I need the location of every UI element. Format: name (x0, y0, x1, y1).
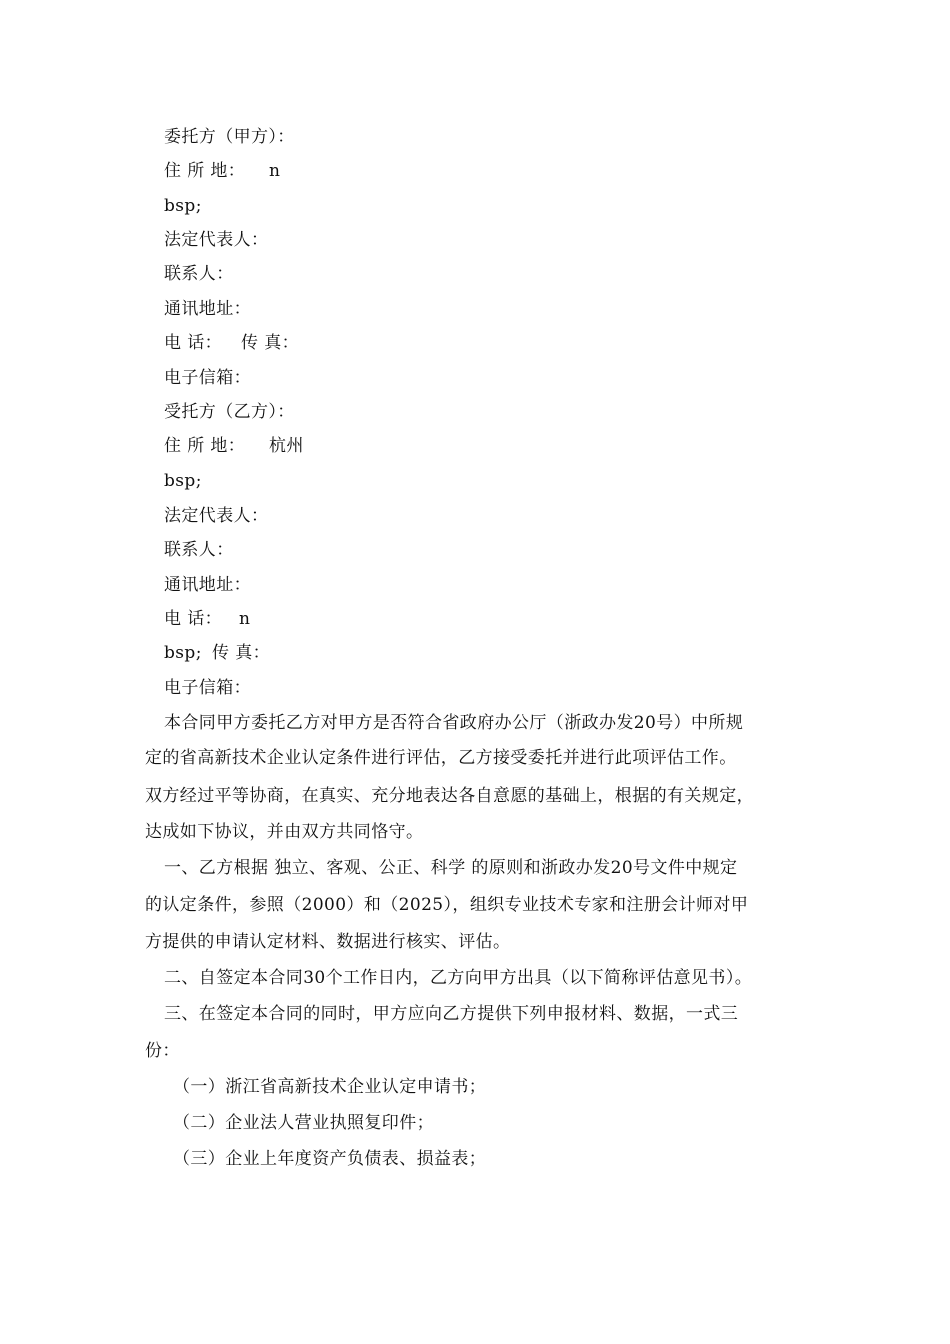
party-a-legal-rep: 法定代表人： (164, 230, 269, 250)
party-b-heading: 受托方（乙方）： (164, 402, 295, 422)
party-a-phone-label: 电 话： (164, 333, 223, 353)
party-b-email: 电子信箱： (164, 678, 251, 698)
clause-1-line: 一、乙方根据 独立、客观、公正、科学 的原则和浙政办发20号文件中规定 (164, 858, 738, 878)
party-b-legal-rep: 法定代表人： (164, 506, 269, 526)
clause-1-line: 的认定条件，参照（2000）和（2025），组织专业技术专家和注册会计师对甲 (145, 895, 749, 915)
party-a-email: 电子信箱： (164, 368, 251, 388)
preamble-line: 定的省高新技术企业认定条件进行评估，乙方接受委托并进行此项评估工作。 (145, 748, 737, 768)
preamble-line: 达成如下协议，并由双方共同恪守。 (145, 822, 424, 842)
party-a-address-wrap: bsp; (164, 196, 202, 216)
material-item: （一）浙江省高新技术企业认定申请书； (173, 1077, 487, 1097)
party-a-address-label: 住 所 地： (164, 161, 246, 181)
party-b-address-label: 住 所 地： (164, 436, 246, 456)
party-b-contact: 联系人： (164, 540, 234, 560)
clause-3-line: 份： (145, 1041, 180, 1061)
party-a-address-value: n (269, 161, 281, 181)
party-b-fax-label: 传 真： (212, 643, 271, 663)
material-item: （三）企业上年度资产负债表、损益表； (173, 1149, 487, 1169)
party-b-phone-value: n (239, 609, 251, 629)
party-b-address-value: 杭州 (269, 436, 304, 456)
party-a-fax-label: 传 真： (241, 333, 300, 353)
party-a-heading: 委托方（甲方）： (164, 127, 295, 147)
party-b-address-wrap: bsp; (164, 471, 202, 491)
party-b-phone-label: 电 话： (164, 609, 223, 629)
material-item: （二）企业法人营业执照复印件； (173, 1113, 434, 1133)
party-a-mailing-address: 通讯地址： (164, 299, 251, 319)
clause-1-line: 方提供的申请认定材料、数据进行核实、评估。 (145, 932, 511, 952)
preamble-line: 本合同甲方委托乙方对甲方是否符合省政府办公厅（浙政办发20号）中所规 (164, 713, 744, 733)
party-a-contact: 联系人： (164, 264, 234, 284)
preamble-line: 双方经过平等协商，在真实、充分地表达各自意愿的基础上，根据的有关规定， (145, 786, 754, 806)
party-b-phone-wrap: bsp; (164, 643, 202, 663)
party-b-mailing-address: 通讯地址： (164, 575, 251, 595)
clause-3-line: 三、在签定本合同的同时，甲方应向乙方提供下列申报材料、数据，一式三 (164, 1004, 739, 1024)
clause-2-line: 二、自签定本合同30个工作日内，乙方向甲方出具（以下简称评估意见书）。 (164, 968, 753, 988)
